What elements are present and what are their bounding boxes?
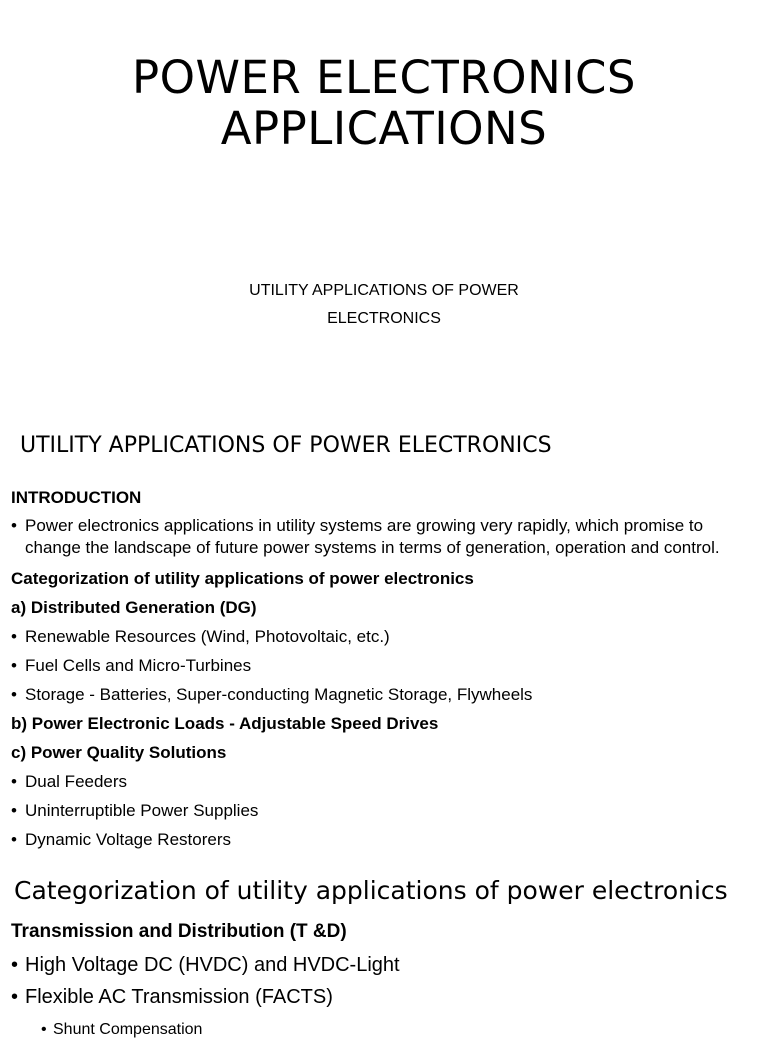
- list-item-text: High Voltage DC (HVDC) and HVDC-Light: [25, 949, 400, 982]
- bullet-icon: •: [11, 825, 25, 854]
- bullet-icon: •: [11, 515, 25, 559]
- list-item: [11, 825, 756, 854]
- categorization-heading: Categorization of utility applications of power electronics: [11, 564, 756, 593]
- list-item: [11, 981, 756, 1014]
- section-a-heading: a) Distributed Generation (DG): [11, 593, 756, 622]
- slide-1-title: [0, 52, 768, 154]
- bullet-icon: •: [11, 767, 25, 796]
- bullet-icon: •: [11, 981, 25, 1014]
- subtitle-line-2: ELECTRONICS: [184, 305, 584, 333]
- bullet-icon: •: [11, 949, 25, 982]
- list-item: [11, 680, 756, 709]
- bullet-icon: •: [41, 1014, 53, 1046]
- tnd-heading: Transmission and Distribution (T &D): [11, 916, 756, 949]
- bullet-icon: •: [11, 680, 25, 709]
- intro-bullet: [11, 515, 756, 559]
- slide-1: [0, 0, 768, 420]
- bullet-icon: •: [11, 651, 25, 680]
- title-line-2: APPLICATIONS: [0, 103, 768, 154]
- section-b-heading: b) Power Electronic Loads - Adjustable Speed Drives: [11, 709, 756, 738]
- list-item-text: Renewable Resources (Wind, Photovoltaic, etc.): [25, 622, 390, 651]
- slide-3-body: [11, 916, 756, 1046]
- list-item: [11, 767, 756, 796]
- list-item: [11, 949, 756, 982]
- bullet-icon: •: [11, 796, 25, 825]
- intro-text: Power electronics applications in utility systems are growing very rapidly, which promise to change the landscape of future power systems in terms of generation, operation and control.: [25, 515, 756, 559]
- slide-3-title: Categorization of utility applications of power electronics: [14, 876, 728, 905]
- list-item: [11, 796, 756, 825]
- subtitle-line-1: UTILITY APPLICATIONS OF POWER: [184, 277, 584, 305]
- list-item: [11, 622, 756, 651]
- list-item-text: Fuel Cells and Micro-Turbines: [25, 651, 251, 680]
- sub-list-item-text: Shunt Compensation: [53, 1014, 202, 1046]
- list-item-text: Dual Feeders: [25, 767, 127, 796]
- sub-list-item: [11, 1014, 756, 1046]
- list-item-text: Dynamic Voltage Restorers: [25, 825, 231, 854]
- list-item-text: Uninterruptible Power Supplies: [25, 796, 258, 825]
- slide-1-subtitle: [184, 277, 584, 333]
- list-item-text: Flexible AC Transmission (FACTS): [25, 981, 333, 1014]
- intro-heading: INTRODUCTION: [11, 483, 756, 512]
- title-line-1: POWER ELECTRONICS: [0, 52, 768, 103]
- slide-2-body: [11, 483, 756, 854]
- list-item-text: Storage - Batteries, Super-conducting Magnetic Storage, Flywheels: [25, 680, 532, 709]
- bullet-icon: •: [11, 622, 25, 651]
- slide-2: [0, 420, 768, 866]
- section-c-heading: c) Power Quality Solutions: [11, 738, 756, 767]
- slide-2-title: UTILITY APPLICATIONS OF POWER ELECTRONICS: [20, 433, 552, 458]
- list-item: [11, 651, 756, 680]
- slide-3: [0, 866, 768, 1024]
